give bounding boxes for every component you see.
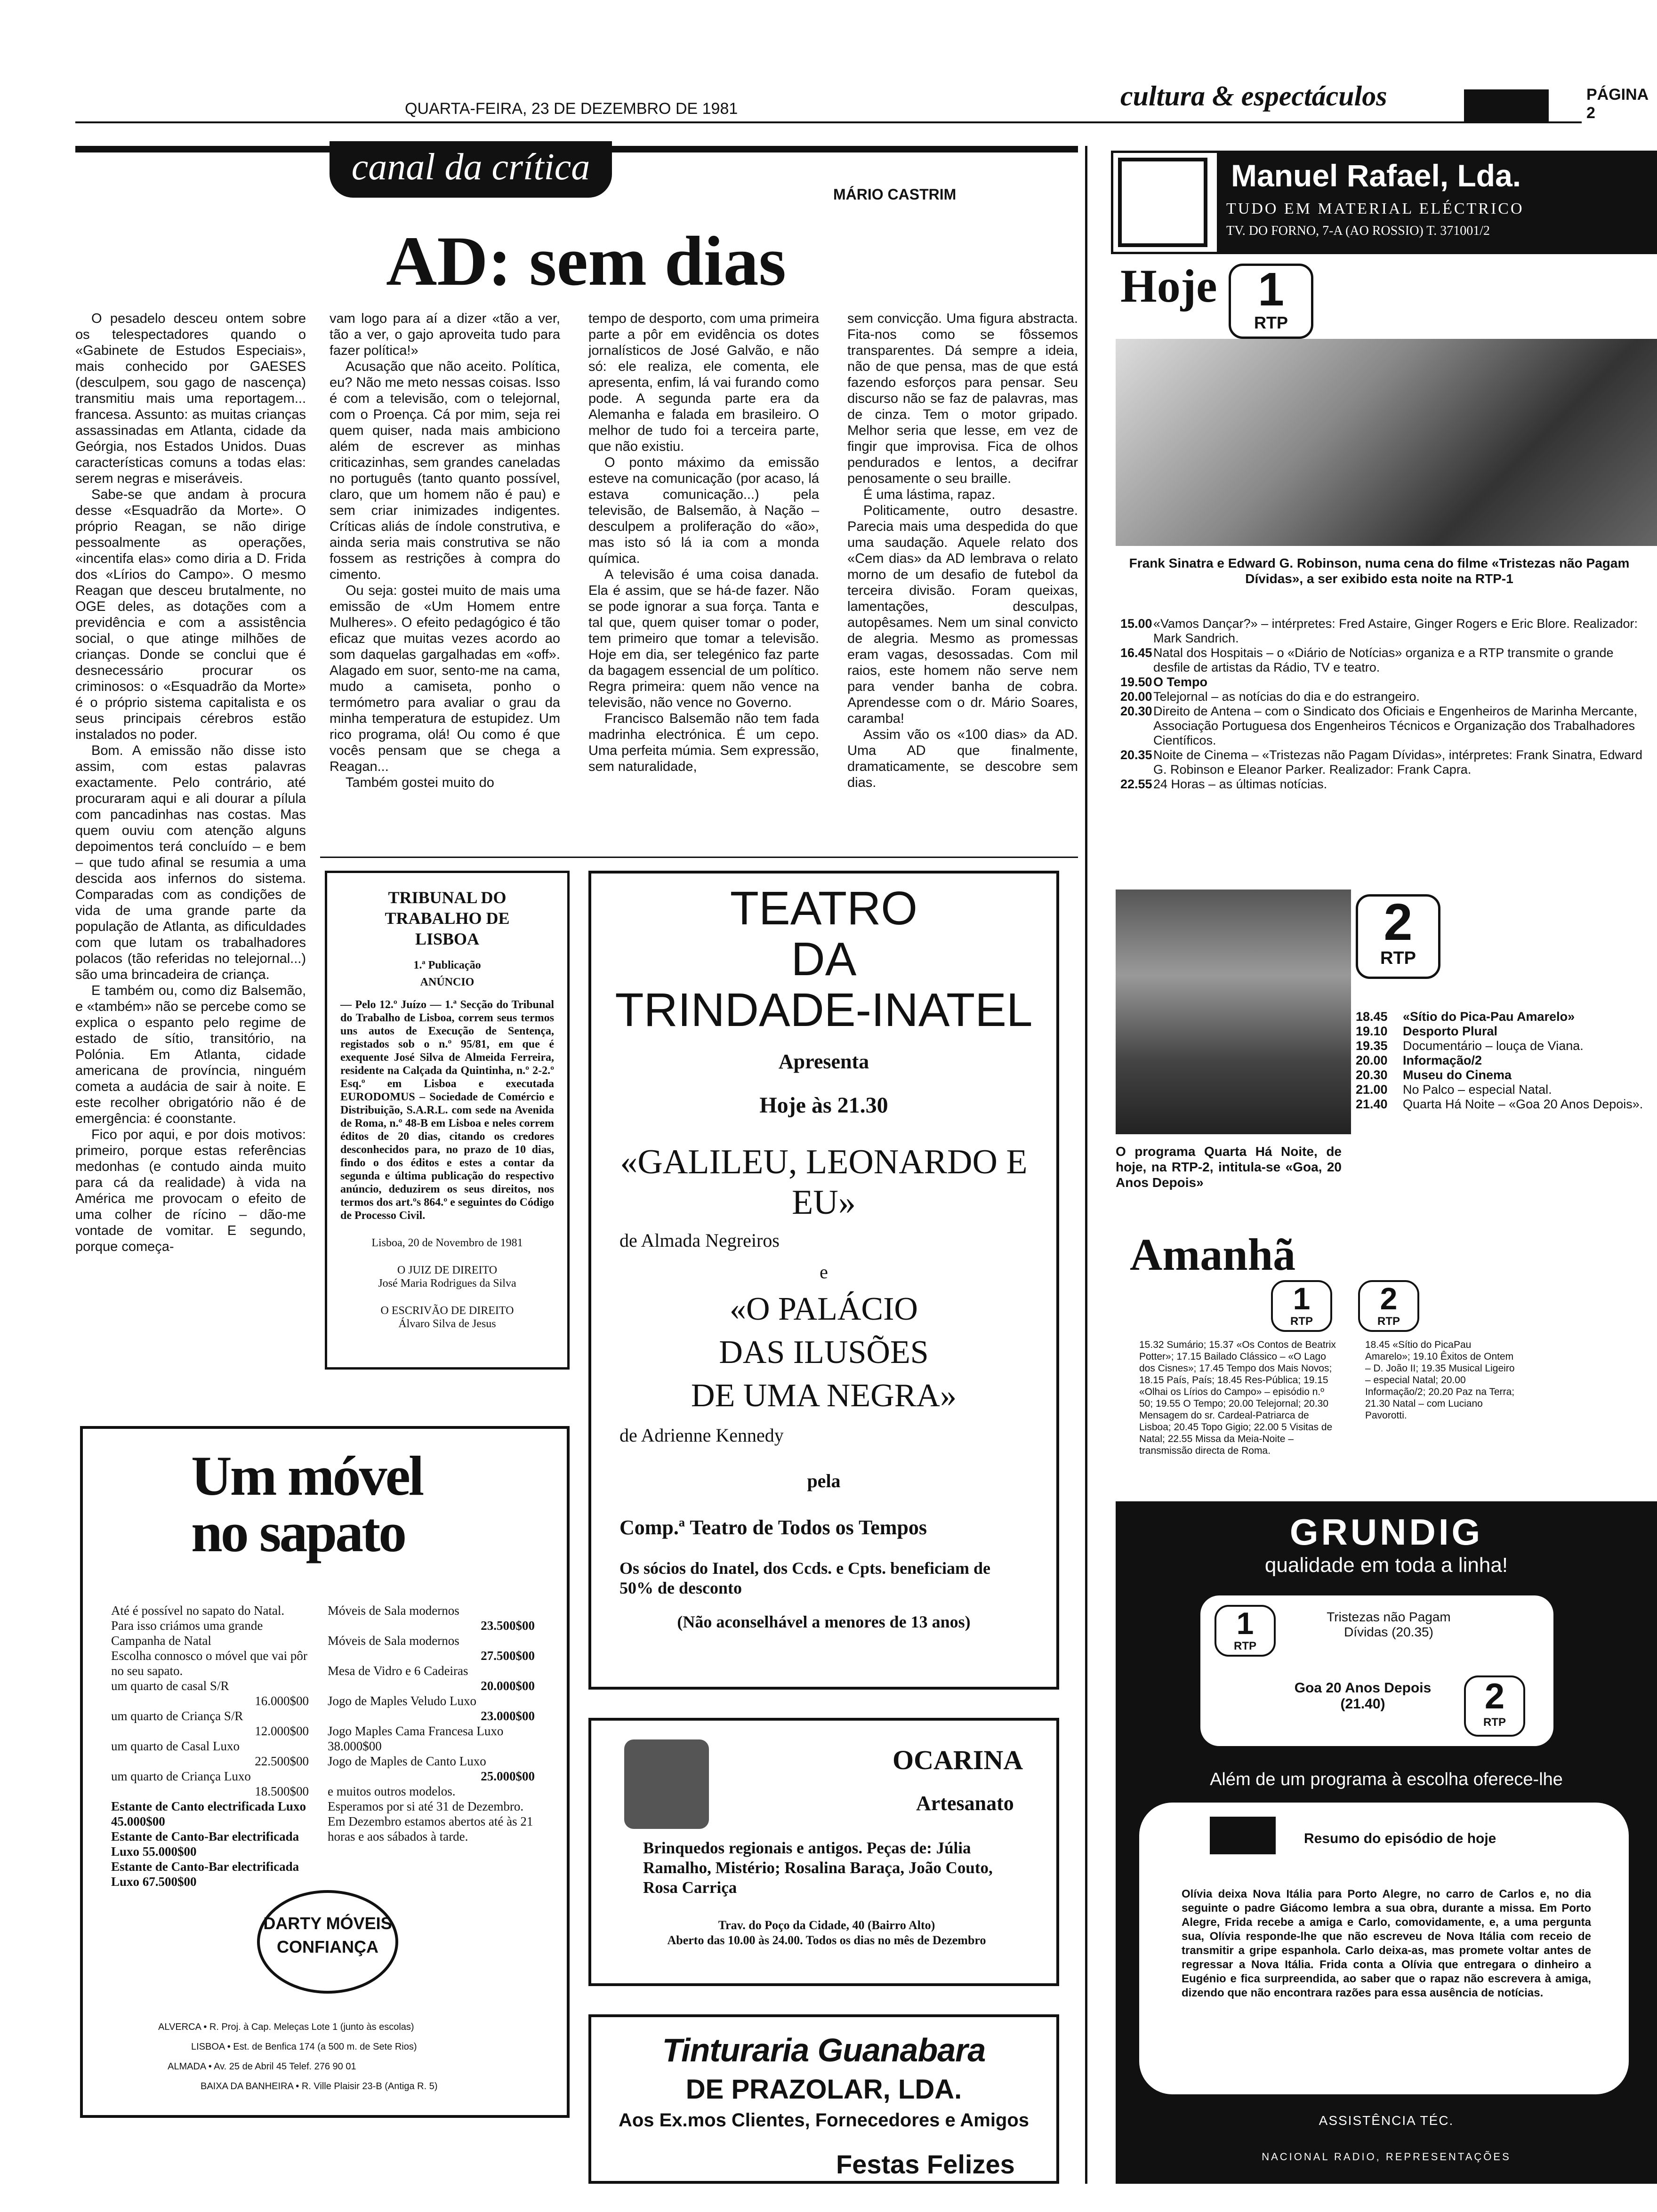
price: 20.000$00 <box>481 1679 535 1693</box>
store-address: ALMADA • Av. 25 de Abril 45 Telef. 276 90 01 <box>168 2061 356 2072</box>
paragraph: sem convicção. Uma figura abstracta. Fita-nos como se fôssemos transparentes. Dá sempre a ideia, não de que pensa, mas de que está fazendo esforços para pensar. Seu discurso não se faz de palavras, mas de cinza. Tem o motor gripado. Melhor seria que lesse, em vez de fingir que improvisa. Fica de olhos pendurados e lentos, a decifrar penosamente o seu braille. <box>847 311 1078 486</box>
darty-logo: DARTY MÓVEIS CONFIANÇA <box>257 1890 398 1994</box>
paragraph: O ponto máximo da emissão esteve na comunicação (por acaso, lá estava comunicação...) pela televisão, de Balsemão, à Nação – desculpem a proliferação do «ão», mas isto só lá ia com a monda química. <box>588 455 819 566</box>
critica-bottom-rule <box>320 857 1078 858</box>
teatro-presents: Apresenta <box>778 1050 869 1073</box>
schedule-time: 16.45 <box>1120 646 1152 660</box>
list-item: Estante de Canto-Bar electrificada Luxo 55.000$00 <box>111 1829 299 1859</box>
schedule-row <box>1120 777 1643 792</box>
movel-right-list <box>328 1603 535 1844</box>
price: 22.500$00 <box>255 1754 309 1768</box>
play-two-line: DAS ILUSÕES <box>719 1334 929 1370</box>
list-item: um quarto de casal S/R <box>111 1679 229 1693</box>
article-col-3 <box>588 311 819 775</box>
play-one: «GALILEU, LEONARDO E EU» <box>620 1143 1028 1222</box>
schedule-text: Natal dos Hospitais – o «Diário de Notícias» organiza e a RTP transmite o grande desfile de artistas da Rádio, TV e teatro. <box>1153 646 1614 674</box>
list-item: Estante de Canto-Bar electrificada Luxo 67.500$00 <box>111 1859 299 1889</box>
price: 27.500$00 <box>481 1649 535 1663</box>
tribunal-pub: 1.ª Publicação <box>413 959 481 971</box>
paragraph: Acusação que não aceito. Política, eu? Não me meto nessas coisas. Isso é com a televisão, com o telejornal, com o Proença. Cá por mim, seja rei quem quiser, nada mais ambiciono além de escrever as minhas criticazinhas, sem grandes caneladas no português (tanto quanto possível, claro, que um homem não é pau) e sem criar inimizades indigentes. Críticas aliás de índole construtiva, e ainda seria mais construtiva se não fossem as restrições à compra do cimento. <box>330 359 561 582</box>
clerk-name: Álvaro Silva de Jesus <box>398 1318 496 1330</box>
section-logo <box>1464 89 1549 122</box>
ocarina-hours: Aberto das 10.00 às 24.00. Todos os dias no mês de Dezembro <box>667 1933 986 1947</box>
ocarina-figure <box>624 1739 709 1829</box>
header-rule <box>75 121 1582 123</box>
rtp-label: RTP <box>1380 948 1416 968</box>
list-item: Mesa de Vidro e 6 Cadeiras <box>328 1664 468 1678</box>
schedule-time: 20.35 <box>1120 748 1152 762</box>
footer-label: NACIONAL RADIO, REPRESENTAÇÕES <box>1262 2151 1511 2163</box>
paragraph: O pesadelo desceu ontem sobre os telespectadores quando o «Gabinete de Estudos Especiais», mais conhecido por GAESES (desculpem, sou gago de nascença) transmitiu mais uma reportagem... francesa. Assunto: as muitas crianças assassinadas em Atlanta, cidade da Geórgia, nos Estados Unidos. Duas características comuns a todas elas: serem negras e miseráveis. <box>75 311 306 486</box>
ocarina-title: OCARINA <box>893 1745 1023 1775</box>
price: 25.000$00 <box>481 1769 535 1783</box>
paragraph: Assim vão os «100 dias» da AD. Uma AD que finalmente, dramaticamente, se descobre sem dias. <box>847 727 1078 790</box>
schedule-time: 20.00 <box>1120 689 1152 704</box>
schedule-row <box>1120 748 1643 777</box>
age-warning: (Não aconselhável a menores de 13 anos) <box>677 1612 971 1631</box>
tinturaria-ad <box>588 2014 1059 2184</box>
price: 12.000$00 <box>255 1724 309 1738</box>
schedule-text: Noite de Cinema – «Tristezas não Pagam Dívidas», intérpretes: Frank Sinatra, Edward G. Robinson e Eleanor Parker. Realizador: Frank Capra. <box>1153 748 1642 777</box>
headline: AD: sem dias <box>386 222 786 300</box>
judge-title: O JUIZ DE DIREITO <box>397 1264 498 1276</box>
paragraph: Bom. A emissão não disse isto assim, com estas palavras exactamente. Pelo contrário, até procuraram aqui e ali dourar a pílula com pancadinhas nas costas. Mas quem ouviu com atenção alguns depoimentos terá concluído – e bem – que tudo afinal se resumia a uma descida aos infernos do sistema. Comparadas com as condições de vida de uma grande parte da população de Atlanta, as dificuldades com que lutam os trabalhadores polacos (tão referidas no telejornal...) são uma brincadeira de criança. <box>75 743 306 982</box>
ocarina-address: Trav. do Poço da Cidade, 40 (Bairro Alto) <box>718 1918 935 1932</box>
play-two-author: de Adrienne Kennedy <box>619 1425 784 1446</box>
grundig-rtp2-logo <box>1464 1675 1525 1737</box>
schedule-time: 20.00 <box>1356 1053 1388 1067</box>
theatre-company: Comp.ª Teatro de Todos os Tempos <box>619 1516 927 1539</box>
schedule-text: Direito de Antena – com o Sindicato dos Oficiais e Engenheiros de Marinha Mercante, Associação Portuguesa dos Engenheiros Técnicos e Organização dos Trabalhadores Científicos. <box>1153 704 1638 747</box>
schedule-row <box>1120 646 1643 675</box>
rtp2-photo <box>1116 890 1351 1134</box>
play-one-author: de Almada Negreiros <box>619 1230 780 1251</box>
schedule-text: No Palco – especial Natal. <box>1403 1082 1552 1097</box>
paragraph: Fico por aqui, e por dois motivos: primeiro, porque estas referências medonhas (e contudo ainda muito para cá da realidade) à vida na América me provocam o efeito de uma colher de rícino – dão-me vontade de vomitar. E segundo, porque começa- <box>75 1127 306 1254</box>
schedule-time: 21.40 <box>1356 1097 1388 1111</box>
ocarina-sub: Artesanato <box>916 1792 1014 1815</box>
list-item: Esperamos por si até 31 de Dezembro. <box>328 1799 524 1813</box>
article-col-4 <box>847 311 1078 791</box>
paragraph: Também gostei muito do <box>346 775 494 790</box>
rtp2-schedule <box>1356 1010 1648 1112</box>
ocarina-ad <box>588 1718 1059 1986</box>
teatro-title-line: TEATRO <box>730 882 918 935</box>
list-item: Jogo de Maples de Canto Luxo <box>328 1754 486 1768</box>
rtp1-logo <box>1229 264 1313 339</box>
canal-da-critica-logo: canal da crítica <box>330 141 612 198</box>
article-col-1 <box>75 311 306 1255</box>
list-item: Até é possível no sapato do Natal. <box>111 1603 285 1618</box>
teatro-title-line: DA <box>791 933 857 986</box>
channel-number: 1 <box>1258 263 1284 316</box>
grundig-offer: Além de um programa à escolha oferece-lhe <box>1210 1770 1563 1789</box>
schedule-time: 19.10 <box>1356 1024 1388 1038</box>
paragraph: Francisco Balsemão não tem fada madrinha electrónica. É um cepo. Uma perfeita múmia. Sem expressão, sem naturalidade, <box>588 711 819 774</box>
rtp1-schedule <box>1120 617 1643 792</box>
list-item: e muitos outros modelos. <box>328 1784 456 1798</box>
rtp-label: RTP <box>1254 313 1288 332</box>
hoje-photo <box>1116 339 1657 546</box>
paragraph: tempo de desporto, com uma primeira parte a pôr em evidência os dotes jornalísticos de José Galvão, e não só: ele realiza, ele comenta, ele apresenta, enfim, lá vai furando como pode. A segunda parte era da Alemanha e falada em brasileiro. O melhor de tudo foi a terceira parte, que não existiu. <box>588 311 819 454</box>
author-name: MÁRIO CASTRIM <box>833 186 957 203</box>
schedule-row <box>1356 1097 1648 1112</box>
tinturaria-wish: Festas Felizes <box>836 2149 1015 2179</box>
schedule-text: Quarta Há Noite – «Goa 20 Anos Depois». <box>1403 1097 1643 1111</box>
amanha-title: Amanhã <box>1130 1229 1296 1280</box>
teatro-title <box>591 883 1056 1035</box>
resumo-title: Resumo do episódio de hoje <box>1304 1831 1496 1846</box>
schedule-row <box>1356 1082 1648 1097</box>
store-address: BAIXA DA BANHEIRA • R. Ville Plaisir 23-B (Antiga R. 5) <box>201 2081 438 2092</box>
movel-headline <box>191 1444 567 1563</box>
schedule-row <box>1120 689 1643 704</box>
schedule-text: 24 Horas – as últimas notícias. <box>1153 777 1327 791</box>
manuel-rafael-name: Manuel Rafael, Lda. <box>1231 158 1521 193</box>
ocarina-body: Brinquedos regionais e antigos. Peças de: Júlia Ramalho, Mistério; Rosalina Baraça, João Couto, Rosa Carriça <box>643 1839 993 1897</box>
tinturaria-title: Tinturaria Guanabara <box>662 2032 986 2068</box>
rtp2-logo <box>1356 894 1440 979</box>
schedule-row <box>1356 1010 1648 1024</box>
movel-left-list <box>111 1603 309 1889</box>
schedule-text: Museu do Cinema <box>1403 1068 1512 1082</box>
header-date: QUARTA-FEIRA, 23 DE DEZEMBRO DE 1981 <box>405 100 738 118</box>
paragraph: É uma lástima, rapaz. <box>863 487 996 502</box>
grundig-tagline: qualidade em toda a linha! <box>1264 1554 1508 1577</box>
list-item: Em Dezembro estamos abertos até às 21 horas e aos sábados à tarde. <box>328 1814 533 1843</box>
list-item: Jogo de Maples Veludo Luxo <box>328 1694 476 1708</box>
schedule-text: O Tempo <box>1153 675 1208 689</box>
tinturaria-greeting: Aos Ex.mos Clientes, Fornecedores e Amigos <box>618 2110 1030 2131</box>
list-item: um quarto de Casal Luxo <box>111 1739 240 1753</box>
service-label: ASSISTÊNCIA TÉC. <box>1319 2113 1454 2128</box>
by-word: pela <box>807 1470 841 1491</box>
list-item: Para isso criámos uma grande Campanha de Natal <box>111 1619 263 1648</box>
tinturaria-sub: DE PRAZOLAR, LDA. <box>685 2074 962 2105</box>
schedule-time: 19.35 <box>1356 1039 1388 1053</box>
amanha-rtp2-logo <box>1358 1280 1419 1332</box>
schedule-time: 15.00 <box>1120 617 1152 631</box>
channel-number: 2 <box>1384 893 1413 951</box>
list-item: Escolha connosco o móvel que vai pôr no seu sapato. <box>111 1649 307 1678</box>
movel-ad <box>80 1426 570 2118</box>
list-item: um quarto de Criança Luxo <box>111 1769 251 1783</box>
movel-headline-line: Um móvel <box>191 1444 423 1507</box>
teatro-title-line: TRINDADE-INATEL <box>615 984 1033 1036</box>
right-column-rule <box>1085 146 1087 2184</box>
list-item: Móveis de Sala modernos <box>328 1603 459 1618</box>
schedule-text: Documentário – louça de Viana. <box>1403 1039 1584 1053</box>
and-word: e <box>820 1261 828 1282</box>
paragraph: Ou seja: gostei muito de mais uma emissão de «Um Homem entre Mulheres». O efeito pedagógico é tão eficaz que muitas vezes acordo ao som daquelas gargalhadas em «off». Alagado em suor, sento-me na cama, mudo a camiseta, ponho o termómetro para avaliar o grau da minha temperatura de estupidez. Um rico programa, olá! Ou como é que vocês pensam que se chega a Reagan... <box>330 583 560 774</box>
schedule-row <box>1356 1024 1648 1039</box>
grundig-brand: GRUNDIG <box>1289 1511 1483 1553</box>
episode-summary: Olívia deixa Nova Itália para Porto Alegre, no carro de Carlos e, no dia seguinte o padre Giácomo lembra a sua obra, durante a missa. Em Porto Alegre, Frida recebe a amiga e Carlo, comovidamente, e, a uma pergunta sua, Olívia responde-lhe que não escreveu de Nova Itália com receio de transmitir a gripe espanhola. Carlo deixa-as, mas promete voltar antes de regressar a Nova Itália. Frida conta a Olívia que entregara o dinheiro a Eugénio e fica surpreendida, ao saber que o rapaz não escrevera à amiga, dizendo que não encontrara razões para essa ausência de notícias. <box>1182 1888 1591 1999</box>
paragraph: Sabe-se que andam à procura desse «Esquadrão da Morte». O próprio Reagan, se não dirige pessoalmente as operações, «incentifa elas» como diria a D. Frida dos «Lírios do Campo». O mesmo Reagan que desceu brutalmente, no OGE deles, as dotações com a previdência e com a assistência social, o que atinge milhões de crianças. Donde se conclui que é desnecessário procurar os criminosos: o «Esquadrão da Morte» é o próprio sistema capitalista e os seus principais cérebros estão instalados no poder. <box>75 487 306 742</box>
schedule-text: Desporto Plural <box>1403 1024 1498 1038</box>
store-list <box>130 2017 554 2096</box>
paragraph: Politicamente, outro desastre. Parecia mais uma despedida do que uma saudação. Aquele relato dos «Cem dias» da AD lembrava o relato morno de um desafio de futebol da terceira divisão. Foram queixas, lamentações, desculpas, autopêsames. Nem um sinal convicto de alegria. Mesmo as promessas eram vagas, desossadas. Com mil raios, este homem não serve nem para vender banha de cobra. Aprendesse com o dr. Mário Soares, caramba! <box>847 503 1078 726</box>
schedule-time: 22.55 <box>1120 777 1152 791</box>
amanha-rtp1: 15.32 Sumário; 15.37 «Os Contos de Beatrix Potter»; 17.15 Bailado Clássico – «O Lago dos Cisnes»; 17.45 Tempo dos Mais Novos; 18.15 País, País; 18.45 Res-Pública; 19.15 «Olhai os Lírios do Campo» – episódio n.º 50; 19.55 O Tempo; 20.00 Telejornal; 20.30 Mensagem do sr. Cardeal-Patriarca de Lisboa; 20.45 Topo Gigio; 22.00 5 Visitas de Natal; 22.55 Missa da Meia-Noite – transmissão directa de Roma. <box>1139 1339 1336 1456</box>
page-number: PÁGINA 2 <box>1586 86 1648 122</box>
schedule-time: 20.30 <box>1356 1068 1388 1082</box>
schedule-time: 19.50 <box>1120 675 1152 689</box>
movel-headline-line: no sapato <box>191 1501 405 1563</box>
price: 23.500$00 <box>481 1619 535 1633</box>
grundig-program-1: Tristezas não Pagam Dívidas (20.35) <box>1327 1610 1451 1639</box>
teatro-ad <box>588 871 1059 1690</box>
channel-number: 2 <box>1484 1676 1505 1716</box>
schedule-time: 20.30 <box>1120 704 1152 718</box>
schedule-text: Informação/2 <box>1403 1053 1482 1067</box>
schedule-row <box>1120 704 1643 748</box>
schedule-row <box>1120 675 1643 689</box>
paragraph: E também ou, como diz Balsemão, e «também» não se percebe como se explica o espanto pelo regime de estado de sítio, transitório, na Polónia. Em Atlanta, cidade americana de província, ninguém cometa a audácia de sair à noite. E este recolher obrigatório não é de emergência: é coonstante. <box>75 983 306 1126</box>
hoje-title: Hoje <box>1120 260 1217 312</box>
hoje-caption: Frank Sinatra e Edward G. Robinson, numa cena do filme «Tristezas não Pagam Dívidas», a ser exibido esta noite na RTP-1 <box>1129 556 1630 586</box>
article-col-2 <box>330 311 560 791</box>
list-item: Estante de Canto electrificada Luxo 45.000$00 <box>111 1799 306 1828</box>
rtp-label: RTP <box>1483 1716 1506 1729</box>
play-two <box>591 1288 1056 1418</box>
amanha-rtp2: 18.45 «Sítio do PicaPau Amarelo»; 19.10 Êxitos de Ontem – D. João II; 19.35 Musical Ligeiro – especial Natal; 20.00 Informação/2; 20.20 Paz na Terra; 21.30 Natal – com Luciano Pavorotti. <box>1365 1339 1515 1421</box>
list-item: Móveis de Sala modernos <box>328 1634 459 1648</box>
judge-name: José Maria Rodrigues da Silva <box>378 1277 516 1290</box>
schedule-row <box>1356 1068 1648 1082</box>
manuel-rafael-logo <box>1118 158 1207 247</box>
schedule-row <box>1356 1053 1648 1068</box>
clerk-title: O ESCRIVÃO DE DIREITO <box>380 1305 514 1317</box>
schedule-row <box>1120 617 1643 646</box>
price: 18.500$00 <box>255 1784 309 1798</box>
rtp-label: RTP <box>1290 1315 1313 1328</box>
price: 23.000$00 <box>481 1709 535 1723</box>
price: 16.000$00 <box>255 1694 309 1708</box>
list-item: Jogo Maples Cama Francesa Luxo 38.000$00 <box>328 1724 504 1753</box>
tribunal-date: Lisboa, 20 de Novembro de 1981 <box>371 1237 523 1249</box>
channel-number: 2 <box>1380 1281 1398 1316</box>
grundig-rtp1-logo <box>1215 1605 1276 1657</box>
tv-logo-box <box>1210 1817 1276 1854</box>
play-two-line: DE UMA NEGRA» <box>691 1378 957 1414</box>
manuel-rafael-line2: TV. DO FORNO, 7-A (AO ROSSIO) T. 371001/2 <box>1226 224 1490 238</box>
episode-panel <box>1139 1803 1629 2094</box>
schedule-time: 21.00 <box>1356 1082 1388 1097</box>
store-address: ALVERCA • R. Proj. à Cap. Meleças Lote 1 (junto às escolas) <box>158 2022 414 2032</box>
manuel-rafael-line1: TUDO EM MATERIAL ELÉCTRICO <box>1226 200 1524 217</box>
schedule-text: «Sítio do Pica-Pau Amarelo» <box>1403 1010 1575 1024</box>
teatro-time: Hoje às 21.30 <box>759 1093 888 1118</box>
rtp-label: RTP <box>1377 1315 1400 1328</box>
amanha-rtp1-logo <box>1271 1280 1332 1332</box>
schedule-row <box>1356 1039 1648 1053</box>
store-address: LISBOA • Est. de Benfica 174 (a 500 m. de Sete Rios) <box>191 2042 417 2052</box>
members-discount: Os sócios do Inatel, dos Ccds. e Cpts. beneficiam de 50% de desconto <box>619 1559 991 1597</box>
channel-number: 1 <box>1236 1606 1254 1641</box>
schedule-text: Telejornal – as notícias do dia e do estrangeiro. <box>1153 689 1420 704</box>
tribunal-body: — Pelo 12.º Juízo — 1.ª Secção do Tribunal do Trabalho de Lisboa, correm seus termos uns autos de Execução de Sentença, registados sob o n.º 95/81, em que é exequente José Silva de Almeida Ferreira, residente na Calçada da Quintinha, n.º 2-2.º Esq.º em Lisboa e executada EURODOMUS – Sociedade de Comércio e Distribuição, S.A.R.L. com sede na Avenida de Roma, n.º 48-B em Lisboa e neles correm éditos de 20 dias, citando os credores desconhecidos para, no prazo de 10 dias, findo o dos éditos e estes a contar da segunda e última publicação do respectivo anúncio, deduzirem os seus direitos, nos termos dos art.ºs 864.º e seguintes do Código de Processo Civil. <box>340 999 554 1222</box>
manuel-rafael-ad <box>1111 151 1657 254</box>
list-item: um quarto de Criança S/R <box>111 1709 243 1723</box>
grundig-program-2: Goa 20 Anos Depois (21.40) <box>1294 1680 1432 1712</box>
play-two-line: «O PALÁCIO <box>730 1291 918 1327</box>
page-header <box>75 80 1657 122</box>
schedule-time: 18.45 <box>1356 1010 1388 1024</box>
section-title: cultura & espectáculos <box>1120 80 1387 112</box>
rtp-label: RTP <box>1234 1640 1256 1652</box>
paragraph: vam logo para aí a dizer «tão a ver, tão a ver, o gajo aproveita tudo para fazer política!» <box>330 311 560 358</box>
tribunal-notice <box>325 871 570 1370</box>
rtp2-caption: O programa Quarta Há Noite, de hoje, na RTP-2, intitula-se «Goa, 20 Anos Depois» <box>1116 1144 1342 1190</box>
tribunal-kind: ANÚNCIO <box>420 976 475 988</box>
paragraph: A televisão é uma coisa danada. Ela é assim, que se há-de fazer. Não se pode ignorar a sua força. Tanta e tal que, quem quiser tomar o poder, tem primeiro que tomar a televisão. Hoje em dia, ser telegénico faz parte da bagagem essencial de um político. Regra primeira: quem não vence na televisão, não vence no Governo. <box>588 567 819 710</box>
grundig-ad <box>1116 1501 1657 2184</box>
channel-number: 1 <box>1293 1281 1311 1316</box>
schedule-text: «Vamos Dançar?» – intérpretes: Fred Astaire, Ginger Rogers e Eric Blore. Realizador: Mark Sandrich. <box>1153 617 1638 645</box>
grundig-screen <box>1200 1595 1553 1746</box>
tribunal-title: TRIBUNAL DO TRABALHO DE LISBOA <box>385 888 510 948</box>
